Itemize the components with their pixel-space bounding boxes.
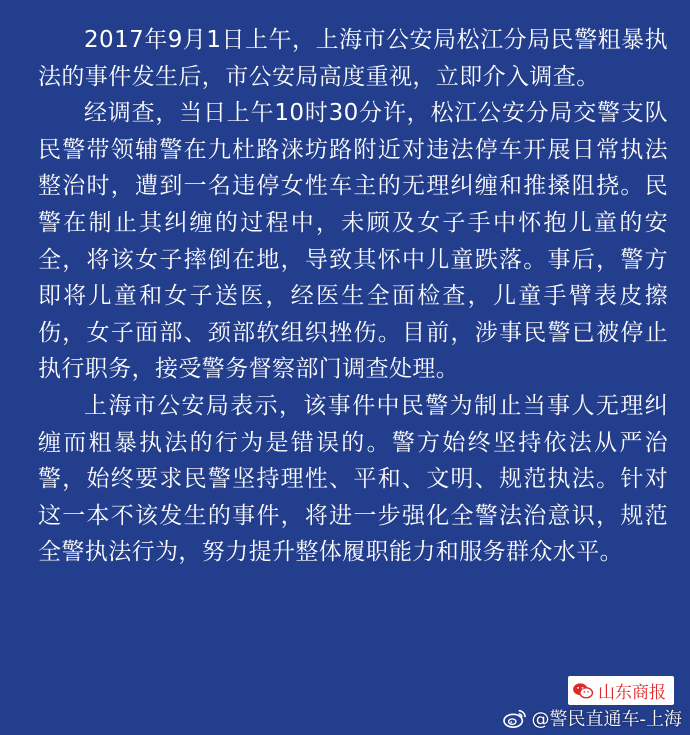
wechat-watermark bbox=[568, 676, 674, 705]
notice-paragraph-1: 2017年9月1日上午，上海市公安局松江分局民警粗暴执法的事件发生后，市公安局高度重视，立即介入调查。 bbox=[38, 27, 668, 90]
police-notice bbox=[38, 22, 668, 571]
weibo-watermark bbox=[502, 705, 683, 731]
notice-paragraph-3: 上海市公安局表示，该事件中民警为制止当事人无理纠缠而粗暴执法的行为是错误的。警方始终坚持依法从严治警，始终要求民警坚持理性、平和、文明、规范执法。针对这一本不该发生的事件，将进一步强化全警法治意识，规范全警执法行为，努力提升整体履职能力和服务群众水平。 bbox=[38, 392, 668, 566]
wechat-watermark-label: 山东商报 bbox=[598, 683, 666, 703]
wechat-icon bbox=[572, 682, 594, 700]
notice-paragraph-2: 经调查，当日上午10时30分许，松江公安分局交警支队民警带领辅警在九杜路涞坊路附近对违法停车开展日常执法整治时，遭到一名违停女性车主的无理纠缠和推搡阻挠。民警在制止其纠缠的过程中，未顾及女子手中怀抱儿童的安全，将该女子摔倒在地，导致其怀中儿童跌落。事后，警方即将儿童和女子送医，经医生全面检查，儿童手臂表皮擦伤，女子面部、颈部软组织挫伤。目前，涉事民警已被停止执行职务，接受警务督察部门调查处理。 bbox=[38, 100, 668, 383]
weibo-watermark-label: @警民直通车-上海 bbox=[531, 709, 682, 730]
weibo-icon bbox=[502, 707, 528, 729]
